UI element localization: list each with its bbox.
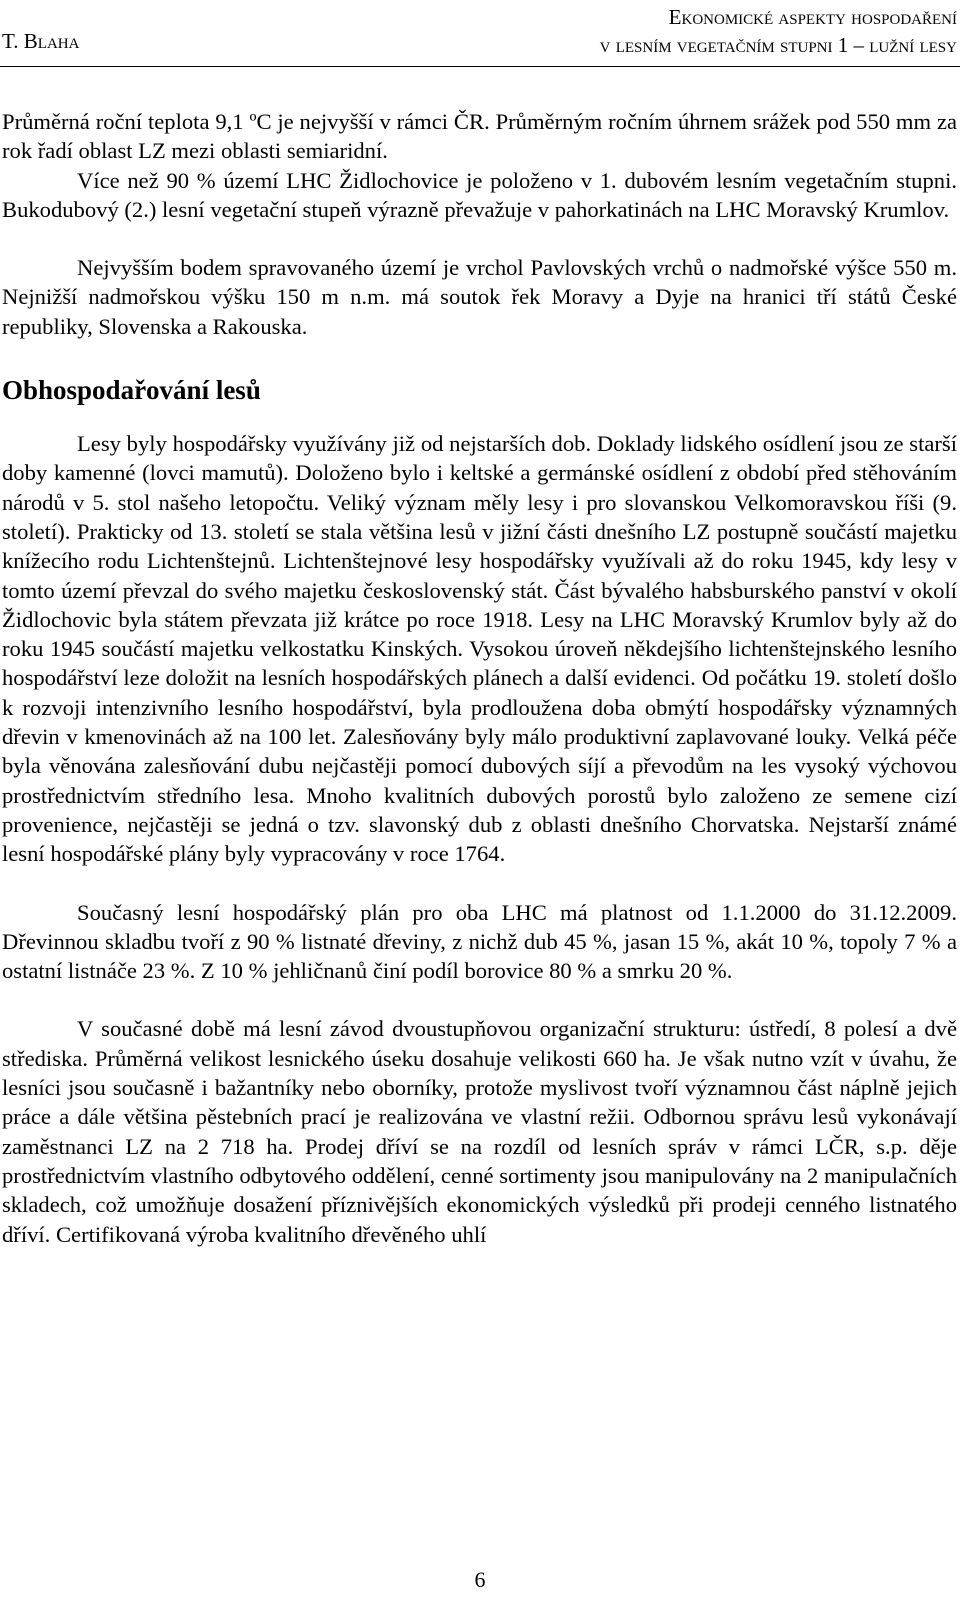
paragraph-elevation: Nejvyšším bodem spravovaného území je vrchol Pavlovských vrchů o nadmořské výšce 550 m. Nejnižší nadmořskou výšku 150 m n.m. má soutok řek Moravy a Dyje na hranici tří států České republiky, Slovenska a Rakouska.: [2, 255, 957, 339]
page-header: [0, 0, 960, 70]
header-rule: [0, 66, 960, 67]
header-title: [600, 3, 957, 59]
page-body: [2, 107, 957, 1249]
paragraph-management-plan: Současný lesní hospodářský plán pro oba LHC má platnost od 1.1.2000 do 31.12.2009. Dřevinnou skladbu tvoří z 90 % listnaté dřeviny, z nichž dub 45 %, jasan 15 %, akát 10 %, topoly 7 % a ostatní listnáče 23 %. Z 10 % jehličnanů činí podíl borovice 80 % a smrku 20 %.: [2, 899, 957, 984]
paragraph-history: Lesy byly hospodářsky využívány již od nejstarších dob. Doklady lidského osídlení jsou ze starší doby kamenné (lovci mamutů). Doloženo bylo i keltské a germánské osídlení z období před stěhováním národů v 5. stol našeho letopočtu. Veliký význam měly lesy i pro slovanskou Velkomoravskou říši (9. století). Prakticky od 13. století se stala většina lesů v jižní části dnešního LZ postupně součástí majetku knížecího rodu Lichtenštejnů. Lichtenštejnové lesy hospodářsky využívali až do roku 1945, kdy lesy v tomto území převzal do svého majetku československý stát. Část bývalého habsburského panství v okolí Židlochovic byla státem převzata již krátce po roce 1918. Lesy na LHC Moravský Krumlov byly až do roku 1945 součástí majetku velkostatku Kinských. Vysokou úroveň někdejšího lichtenštejnského lesního hospodářství leze doložit na lesních hospodářských plánech a další evidenci. Od počátku 19. století došlo k rozvoji intenzivního lesního hospodářství, byla prodloužena doba obmýtí hospodářsky významných dřevin v kmenovinách až na 100 let. Zalesňovány byly málo produktivní zaplavované louky. Velká péče byla věnována zalesňování dubu nejčastěji pomocí dubových síjí a převodům na les vysoký výchovou prostřednictvím středního lesa. Mnoho kvalitních dubových porostů bylo založeno ze semene cizí provenience, nejčastěji se jedná o tzv. slavonský dub z oblasti dnešního Chorvatska. Nejstarší známé lesní hospodářské plány byly vypracovány v roce 1764.: [2, 431, 957, 867]
header-title-line1: Ekonomické aspekty hospodaření: [668, 5, 957, 29]
header-title-line2: v lesním vegetačním stupni 1 – lužní lesy: [599, 33, 957, 57]
section-heading: Obhospodařování lesů: [2, 375, 261, 406]
paragraph-vegetation: Více než 90 % území LHC Židlochovice je položeno v 1. dubovém lesním vegetačním stupni. Bukodubový (2.) lesní vegetační stupeň výrazně převažuje v pahorkatinách na LHC Moravský Krumlov.: [2, 167, 957, 222]
paragraph-organization: V současné době má lesní závod dvoustupňovou organizační strukturu: ústředí, 8 polesí a dvě střediska. Průměrná velikost lesnického úseku dosahuje velikosti 660 ha. Je však nutno vzít v úvahu, že lesníci jsou současně i bažantníky nebo oborníky, protože myslivost tvoří významnou část náplně jejich práce a dále většina pěstebních prací je realizována ve vlastní režii. Odbornou správu lesů vykonávají zaměstnanci LZ na 2 718 ha. Prodej dříví se na rozdíl od lesních správ v rámci LČR, s.p. děje prostřednictvím vlastního odbytového oddělení, cenné sortimenty jsou manipulovány na 2 manipulačních skladech, což umožňuje dosažení příznivějších ekonomických výsledků při prodeji cenného listnatého dříví. Certifikovaná výroba kvalitního dřevěného uhlí: [2, 1016, 957, 1247]
paragraph-climate: Průměrná roční teplota 9,1 ºC je nejvyšší v rámci ČR. Průměrným ročním úhrnem srážek pod 550 mm za rok řadí oblast LZ mezi oblasti semiaridní.: [2, 109, 957, 164]
page-number: 6: [474, 1567, 486, 1592]
header-author: T. Blaha: [2, 29, 80, 53]
